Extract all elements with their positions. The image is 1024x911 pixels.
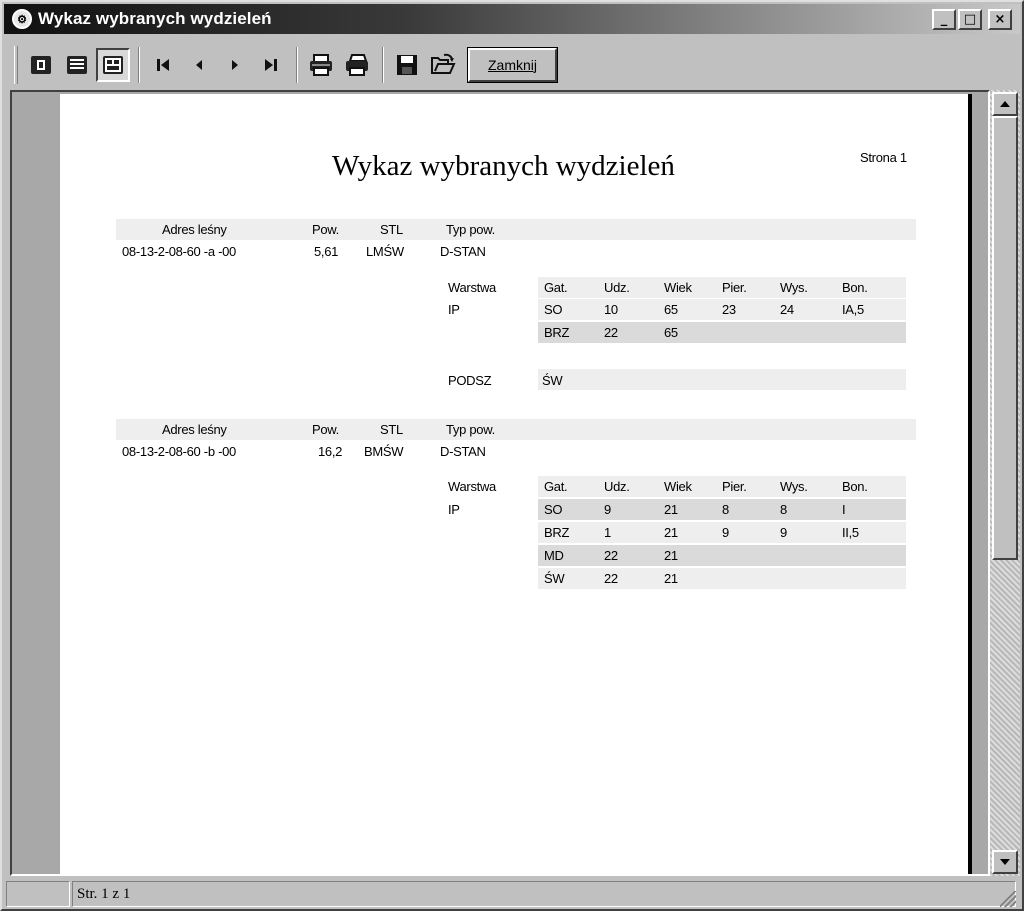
extra-layer-label: PODSZ — [448, 373, 492, 388]
minimize-icon: _ — [940, 12, 948, 27]
scroll-thumb[interactable] — [992, 116, 1018, 560]
col-area-header: Pow. — [312, 222, 339, 237]
table-row — [538, 322, 906, 343]
col-layer-header: Warstwa — [448, 479, 496, 494]
col-dbh-header: Pier. — [722, 280, 747, 295]
col-type-header: Typ pow. — [446, 422, 495, 437]
zoom-100-icon — [101, 54, 125, 76]
open-button[interactable] — [426, 48, 460, 82]
close-preview-label: Zamknij — [488, 57, 538, 73]
col-area-header: Pow. — [312, 422, 339, 437]
col-height-header: Wys. — [780, 280, 808, 295]
col-age-header: Wiek — [664, 280, 692, 295]
prev-page-button[interactable] — [182, 48, 216, 82]
close-window-button[interactable] — [988, 9, 1012, 30]
section-area: 16,2 — [318, 444, 343, 459]
maximize-button[interactable] — [958, 9, 982, 30]
col-site-header: Bon. — [842, 479, 868, 494]
cell-height: 8 — [780, 502, 787, 517]
cell-site: IA,5 — [842, 302, 864, 317]
cell-dbh: 8 — [722, 502, 729, 517]
vertical-scrollbar[interactable] — [990, 90, 1020, 876]
cell-height: 24 — [780, 302, 794, 317]
printer-setup-icon — [308, 53, 334, 77]
cell-age: 65 — [664, 325, 678, 340]
preview-area[interactable] — [10, 90, 990, 876]
section-type: D-STAN — [440, 444, 486, 459]
first-page-button[interactable] — [146, 48, 180, 82]
col-age-header: Wiek — [664, 479, 692, 494]
cell-species: SO — [544, 502, 563, 517]
cell-share: 22 — [604, 571, 618, 586]
report-page — [60, 94, 972, 876]
title-bar[interactable] — [4, 4, 1020, 34]
first-page-icon — [154, 56, 172, 74]
cell-site: I — [842, 502, 846, 517]
toolbar — [14, 42, 1014, 88]
table-row — [538, 568, 906, 589]
col-address-header: Adres leśny — [162, 222, 227, 237]
scroll-up-button[interactable] — [992, 92, 1018, 116]
col-species-header: Gat. — [544, 280, 568, 295]
toolbar-separator — [138, 47, 140, 83]
prev-page-icon — [190, 56, 208, 74]
scroll-down-icon — [999, 858, 1011, 866]
cell-age: 21 — [664, 525, 678, 540]
cell-site: II,5 — [842, 525, 859, 540]
section-address: 08-13-2-08-60 -a -00 — [122, 244, 236, 259]
cell-age: 21 — [664, 548, 678, 563]
col-stl-header: STL — [380, 222, 403, 237]
cell-dbh: 9 — [722, 525, 729, 540]
cell-share: 22 — [604, 325, 618, 340]
col-layer-header: Warstwa — [448, 280, 496, 295]
cell-share: 1 — [604, 525, 611, 540]
col-stl-header: STL — [380, 422, 403, 437]
last-page-button[interactable] — [254, 48, 288, 82]
extra-layer-band — [538, 369, 906, 390]
status-panel-left — [6, 881, 70, 907]
save-icon — [395, 53, 419, 77]
cell-species: ŚW — [544, 571, 565, 586]
maximize-icon: □ — [963, 12, 977, 27]
header-band — [116, 419, 916, 440]
col-share-header: Udz. — [604, 479, 630, 494]
printer-setup-button[interactable] — [304, 48, 338, 82]
cell-share: 10 — [604, 302, 618, 317]
last-page-icon — [262, 56, 280, 74]
col-address-header: Adres leśny — [162, 422, 227, 437]
layer-label: IP — [448, 302, 460, 317]
col-share-header: Udz. — [604, 280, 630, 295]
toolbar-separator — [296, 47, 298, 83]
section-type: D-STAN — [440, 244, 486, 259]
zoom-100-button[interactable] — [96, 48, 130, 82]
page-width-icon — [65, 54, 89, 76]
minimize-button[interactable] — [932, 9, 956, 30]
print-icon — [344, 53, 370, 77]
cell-species: BRZ — [544, 525, 570, 540]
cell-dbh: 23 — [722, 302, 736, 317]
resize-grip-icon[interactable] — [1000, 891, 1016, 907]
open-icon — [430, 53, 456, 77]
section-stl: LMŚW — [366, 244, 404, 259]
table-row — [538, 545, 906, 566]
section-area: 5,61 — [314, 244, 339, 259]
col-height-header: Wys. — [780, 479, 808, 494]
section-stl: BMŚW — [364, 444, 404, 459]
cell-share: 22 — [604, 548, 618, 563]
col-site-header: Bon. — [842, 280, 868, 295]
section-address: 08-13-2-08-60 -b -00 — [122, 444, 236, 459]
cell-species: MD — [544, 548, 564, 563]
window-title: Wykaz wybranych wydzieleń — [38, 9, 272, 28]
cell-height: 9 — [780, 525, 787, 540]
whole-page-button[interactable] — [24, 48, 58, 82]
col-dbh-header: Pier. — [722, 479, 747, 494]
cell-species: SO — [544, 302, 563, 317]
scroll-up-icon — [999, 100, 1011, 108]
layer-label: IP — [448, 502, 460, 517]
col-species-header: Gat. — [544, 479, 568, 494]
cell-age: 65 — [664, 302, 678, 317]
status-bar — [4, 878, 1020, 909]
close-icon: × — [994, 12, 1006, 27]
page-number: Strona 1 — [860, 150, 907, 165]
print-button[interactable] — [340, 48, 374, 82]
status-page-info: Str. 1 z 1 — [72, 881, 1016, 907]
col-type-header: Typ pow. — [446, 222, 495, 237]
toolbar-separator — [382, 47, 384, 83]
toolbar-grip[interactable] — [14, 46, 18, 84]
cell-age: 21 — [664, 571, 678, 586]
next-page-icon — [226, 56, 244, 74]
next-page-button[interactable] — [218, 48, 252, 82]
report-title: Wykaz wybranych wydzieleń — [332, 150, 675, 182]
app-icon[interactable]: ⚙ — [12, 9, 32, 29]
cell-share: 9 — [604, 502, 611, 517]
scroll-down-button[interactable] — [992, 850, 1018, 874]
cell-species: BRZ — [544, 325, 570, 340]
header-band — [116, 219, 916, 240]
cell-age: 21 — [664, 502, 678, 517]
extra-layer-value: ŚW — [542, 373, 563, 388]
close-preview-button[interactable] — [468, 48, 557, 82]
page-width-button[interactable] — [60, 48, 94, 82]
whole-page-icon — [29, 54, 53, 76]
save-button[interactable] — [390, 48, 424, 82]
